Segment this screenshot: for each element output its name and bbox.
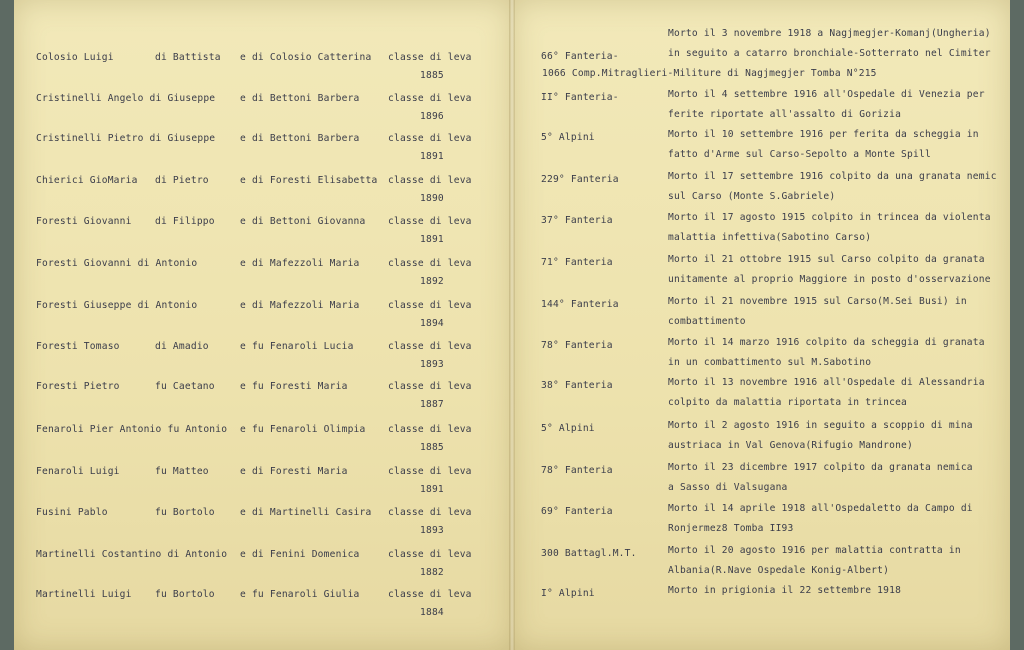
- death-note-line: colpito da malattia riportata in trincea: [668, 397, 908, 408]
- military-unit: 69° Fanteria: [541, 506, 613, 517]
- page-fold: [509, 0, 515, 650]
- soldier-name: Martinelli Luigi: [36, 589, 132, 600]
- father-name: di Filippo: [155, 216, 215, 227]
- birth-year: 1891: [420, 484, 444, 495]
- mother-name: e di Mafezzoli Maria: [240, 258, 360, 269]
- death-note-line: Morto il 14 marzo 1916 colpito da scheggia di granata: [668, 337, 985, 348]
- classe-label: classe di leva: [388, 466, 472, 477]
- military-unit: 5° Alpini: [541, 423, 595, 434]
- mother-name: e di Bettoni Barbera: [240, 133, 360, 144]
- military-unit: 71° Fanteria: [541, 257, 613, 268]
- soldier-name: Fusini Pablo: [36, 507, 108, 518]
- classe-label: classe di leva: [388, 93, 472, 104]
- classe-label: classe di leva: [388, 300, 472, 311]
- death-note-line: Morto il 3 novembre 1918 a Nagjmegjer-Komanj(Ungheria): [668, 28, 991, 39]
- birth-year: 1885: [420, 70, 444, 81]
- soldier-name: Martinelli Costantino di Antonio: [36, 549, 228, 560]
- death-note-line: ferite riportate all'assalto di Gorizia: [668, 109, 902, 120]
- death-note-line: Morto il 2 agosto 1916 in seguito a scoppio di mina: [668, 420, 973, 431]
- mother-name: e fu Fenaroli Giulia: [240, 589, 360, 600]
- mother-name: e di Fenini Domenica: [240, 549, 360, 560]
- mother-name: e di Bettoni Giovanna: [240, 216, 366, 227]
- military-unit: 78° Fanteria: [541, 465, 613, 476]
- soldier-name: Foresti Giuseppe di Antonio: [36, 300, 198, 311]
- mother-name: e di Martinelli Casira: [240, 507, 372, 518]
- military-unit: 37° Fanteria: [541, 215, 613, 226]
- death-note-line: unitamente al proprio Maggiore in posto d'osservazione: [668, 274, 991, 285]
- military-unit: 66° Fanteria-: [541, 51, 619, 62]
- death-note-line: Morto il 20 agosto 1916 per malattia contratta in: [668, 545, 961, 556]
- death-note-line: Morto il 10 settembre 1916 per ferita da scheggia in: [668, 129, 979, 140]
- military-unit: I° Alpini: [541, 588, 595, 599]
- birth-year: 1893: [420, 525, 444, 536]
- classe-label: classe di leva: [388, 258, 472, 269]
- death-note-line: Morto il 21 novembre 1915 sul Carso(M.Sei Busi) in: [668, 296, 967, 307]
- military-unit: 78° Fanteria: [541, 340, 613, 351]
- soldier-name: Colosio Luigi: [36, 52, 114, 63]
- birth-year: 1893: [420, 359, 444, 370]
- military-unit: II° Fanteria-: [541, 92, 619, 103]
- death-note-line: Morto il 23 dicembre 1917 colpito da granata nemica: [668, 462, 973, 473]
- mother-name: e fu Fenaroli Lucia: [240, 341, 354, 352]
- death-note-line: Ronjermez8 Tomba II93: [668, 523, 794, 534]
- death-note-line: Albania(R.Nave Ospedale Konig-Albert): [668, 565, 890, 576]
- death-note-line: in un combattimento sul M.Sabotino: [668, 357, 872, 368]
- birth-year: 1884: [420, 607, 444, 618]
- death-note-line: in seguito a catarro bronchiale-Sotterrato nel Cimiter: [668, 48, 991, 59]
- soldier-name: Fenaroli Luigi: [36, 466, 120, 477]
- death-note-line: Morto il 17 agosto 1915 colpito in trincea da violenta: [668, 212, 991, 223]
- birth-year: 1890: [420, 193, 444, 204]
- death-note-line: Morto il 4 settembre 1916 all'Ospedale di Venezia per: [668, 89, 985, 100]
- birth-year: 1894: [420, 318, 444, 329]
- birth-year: 1887: [420, 399, 444, 410]
- classe-label: classe di leva: [388, 589, 472, 600]
- death-note-line: austriaca in Val Genova(Rifugio Mandrone): [668, 440, 914, 451]
- classe-label: classe di leva: [388, 175, 472, 186]
- mother-name: e di Bettoni Barbera: [240, 93, 360, 104]
- father-name: di Amadio: [155, 341, 209, 352]
- birth-year: 1892: [420, 276, 444, 287]
- soldier-name: Cristinelli Angelo di Giuseppe: [36, 93, 216, 104]
- classe-label: classe di leva: [388, 341, 472, 352]
- birth-year: 1885: [420, 442, 444, 453]
- soldier-name: Cristinelli Pietro di Giuseppe: [36, 133, 216, 144]
- classe-label: classe di leva: [388, 216, 472, 227]
- soldier-name: Chierici GioMaria: [36, 175, 138, 186]
- military-unit: 5° Alpini: [541, 132, 595, 143]
- death-note-line: a Sasso di Valsugana: [668, 482, 788, 493]
- classe-label: classe di leva: [388, 549, 472, 560]
- soldier-name: Foresti Pietro: [36, 381, 120, 392]
- military-unit: 300 Battagl.M.T.: [541, 548, 637, 559]
- classe-label: classe di leva: [388, 133, 472, 144]
- death-note-line: 1066 Comp.Mitraglieri-Militure di Nagjmegjer Tomba N°215: [542, 68, 877, 79]
- classe-label: classe di leva: [388, 424, 472, 435]
- birth-year: 1882: [420, 567, 444, 578]
- mother-name: e di Foresti Maria: [240, 466, 348, 477]
- death-note-line: combattimento: [668, 316, 746, 327]
- classe-label: classe di leva: [388, 381, 472, 392]
- soldier-name: Foresti Tomaso: [36, 341, 120, 352]
- birth-year: 1896: [420, 111, 444, 122]
- death-note-line: fatto d'Arme sul Carso-Sepolto a Monte Spill: [668, 149, 931, 160]
- birth-year: 1891: [420, 234, 444, 245]
- soldier-name: Fenaroli Pier Antonio fu Antonio: [36, 424, 228, 435]
- soldier-name: Foresti Giovanni di Antonio: [36, 258, 198, 269]
- father-name: fu Bortolo: [155, 507, 215, 518]
- military-unit: 229° Fanteria: [541, 174, 619, 185]
- mother-name: e di Foresti Elisabetta: [240, 175, 378, 186]
- military-unit: 144° Fanteria: [541, 299, 619, 310]
- soldier-name: Foresti Giovanni: [36, 216, 132, 227]
- mother-name: e fu Fenaroli Olimpia: [240, 424, 366, 435]
- death-note-line: Morto il 13 novembre 1916 all'Ospedale di Alessandria: [668, 377, 985, 388]
- father-name: fu Caetano: [155, 381, 215, 392]
- death-note-line: Morto il 17 settembre 1916 colpito da una granata nemic: [668, 171, 997, 182]
- father-name: di Pietro: [155, 175, 209, 186]
- classe-label: classe di leva: [388, 507, 472, 518]
- father-name: di Battista: [155, 52, 221, 63]
- mother-name: e di Colosio Catterina: [240, 52, 372, 63]
- death-note-line: Morto il 21 ottobre 1915 sul Carso colpito da granata: [668, 254, 985, 265]
- classe-label: classe di leva: [388, 52, 472, 63]
- mother-name: e fu Foresti Maria: [240, 381, 348, 392]
- father-name: fu Bortolo: [155, 589, 215, 600]
- mother-name: e di Mafezzoli Maria: [240, 300, 360, 311]
- death-note-line: malattia infettiva(Sabotino Carso): [668, 232, 872, 243]
- death-note-line: Morto in prigionia il 22 settembre 1918: [668, 585, 902, 596]
- death-note-line: sul Carso (Monte S.Gabriele): [668, 191, 836, 202]
- death-note-line: Morto il 14 aprile 1918 all'Ospedaletto da Campo di: [668, 503, 973, 514]
- birth-year: 1891: [420, 151, 444, 162]
- military-unit: 38° Fanteria: [541, 380, 613, 391]
- father-name: fu Matteo: [155, 466, 209, 477]
